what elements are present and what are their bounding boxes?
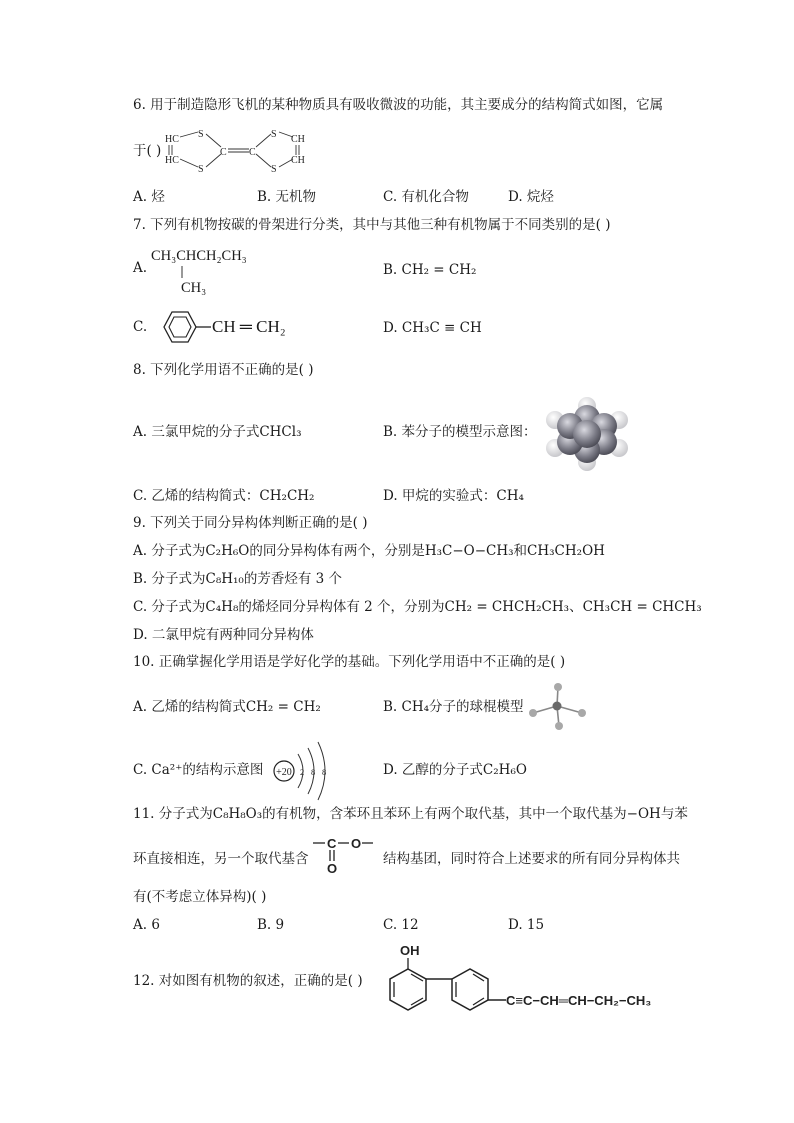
q7-option-a-branch: CH₃ <box>181 280 207 296</box>
q6-s2: S <box>198 164 204 175</box>
q11-stem: 11. 分子式为C₈H₈O₃的有机物，含苯环且苯环上有两个取代基，其中一个取代基为−OH与苯 <box>133 806 688 822</box>
q10-option-c[interactable]: C. Ca²⁺的结构示意图 <box>133 762 264 778</box>
nucleus-charge: +20 <box>276 767 292 778</box>
calcium-ion-structure-diagram <box>268 742 334 802</box>
q7-option-a-branch-bond <box>180 266 184 280</box>
shell-3-electrons: 8 <box>322 767 327 777</box>
q6-option-b[interactable]: B. 无机物 <box>257 189 317 205</box>
q12-structure-diagram <box>380 938 690 1022</box>
frag-oxygen: O <box>351 836 362 851</box>
q6-s4: S <box>271 164 277 175</box>
frag-carbonyl-oxygen: O <box>327 861 338 876</box>
q6-ch-top: CH <box>291 134 305 145</box>
q6-c1: C <box>220 147 227 158</box>
shell-2-electrons: 8 <box>311 767 316 777</box>
ester-group-fragment <box>313 832 381 876</box>
q9-option-c[interactable]: C. 分子式为C₄H₈的烯烃同分异构体有 2 个，分别为CH₂ = CHCH₂CH₃、CH₃CH = CHCH₃ <box>133 599 702 615</box>
q9-option-d[interactable]: D. 二氯甲烷有两种同分异构体 <box>133 627 314 643</box>
q10-option-a[interactable]: A. 乙烯的结构简式CH₂ = CH₂ <box>133 699 321 715</box>
q8-option-b[interactable]: B. 苯分子的模型示意图： <box>383 424 537 440</box>
q7-option-b[interactable]: B. CH₂ = CH₂ <box>383 262 477 278</box>
q6-stem-cont: 于( ) <box>133 143 162 159</box>
q6-ch-bottom: CH <box>291 155 305 166</box>
q10-option-d[interactable]: D. 乙醇的分子式C₂H₆O <box>383 762 527 778</box>
q8-option-d[interactable]: D. 甲烷的实验式：CH₄ <box>383 488 524 504</box>
q6-option-c[interactable]: C. 有机化合物 <box>383 189 469 205</box>
q10-stem: 10. 正确掌握化学用语是学好化学的基础。下列化学用语中不正确的是( ) <box>133 654 566 670</box>
q8-option-a[interactable]: A. 三氯甲烷的分子式CHCl₃ <box>133 424 302 440</box>
q8-option-c[interactable]: C. 乙烯的结构简式：CH₂CH₂ <box>133 488 315 504</box>
q9-option-b[interactable]: B. 分子式为C₈H₁₀的芳香烃有 3 个 <box>133 571 343 587</box>
side-chain-label: C≡C−CH═CH−CH₂−CH₃ <box>506 993 652 1008</box>
shell-1-electrons: 2 <box>300 767 305 777</box>
q6-s1: S <box>198 129 204 140</box>
q6-hc-top: HC <box>165 134 179 145</box>
q7-benzene-ring <box>155 310 215 346</box>
q6-option-d[interactable]: D. 烷烃 <box>508 189 554 205</box>
q11-option-d[interactable]: D. 15 <box>508 917 545 933</box>
q6-c2: C <box>249 147 256 158</box>
q6-s3: S <box>271 129 277 140</box>
hydroxyl-label: OH <box>400 943 420 958</box>
q9-option-a[interactable]: A. 分子式为C₂H₆O的同分异构体有两个，分别是H₃C−O−CH₃和CH₃CH₂OH <box>133 543 605 559</box>
methane-ball-stick-model-icon <box>528 682 588 732</box>
q11-option-b[interactable]: B. 9 <box>257 917 285 933</box>
q7-option-a-main-chain: CH₃CHCH₂CH₃ <box>151 248 247 264</box>
q11-option-a[interactable]: A. 6 <box>133 917 160 933</box>
q12-stem: 12. 对如图有机物的叙述，正确的是( ) <box>133 973 363 989</box>
q11-stem-cont-3: 有(不考虑立体异构)( ) <box>133 889 267 905</box>
q9-stem: 9. 下列关于同分异构体判断正确的是( ) <box>133 515 368 531</box>
q6-structure-diagram <box>165 128 315 178</box>
frag-carbon: C <box>327 836 337 851</box>
q7-stem: 7. 下列有机物按碳的骨架进行分类，其中与其他三种有机物属于不同类别的是( ) <box>133 217 611 233</box>
q6-option-a[interactable]: A. 烃 <box>133 189 165 205</box>
q11-option-c[interactable]: C. 12 <box>383 917 419 933</box>
q10-option-b[interactable]: B. CH₄分子的球棍模型 <box>383 699 524 715</box>
q6-hc-bottom: HC <box>165 155 179 166</box>
benzene-spacefill-model-icon <box>545 398 629 470</box>
q11-stem-cont-2: 结构基团，同时符合上述要求的所有同分异构体共 <box>383 851 680 867</box>
q7-option-c-label[interactable]: C. <box>133 319 148 335</box>
q7-option-c-chain: CH ═ CH₂ <box>212 317 286 336</box>
q11-stem-cont: 环直接相连，另一个取代基含 <box>133 851 309 867</box>
q8-stem: 8. 下列化学用语不正确的是( ) <box>133 362 314 378</box>
q6-stem: 6. 用于制造隐形飞机的某种物质具有吸收微波的功能，其主要成分的结构简式如图，它属 <box>133 97 664 113</box>
q7-option-a-label[interactable]: A. <box>133 260 148 276</box>
q7-option-d[interactable]: D. CH₃C ≡ CH <box>383 320 482 336</box>
